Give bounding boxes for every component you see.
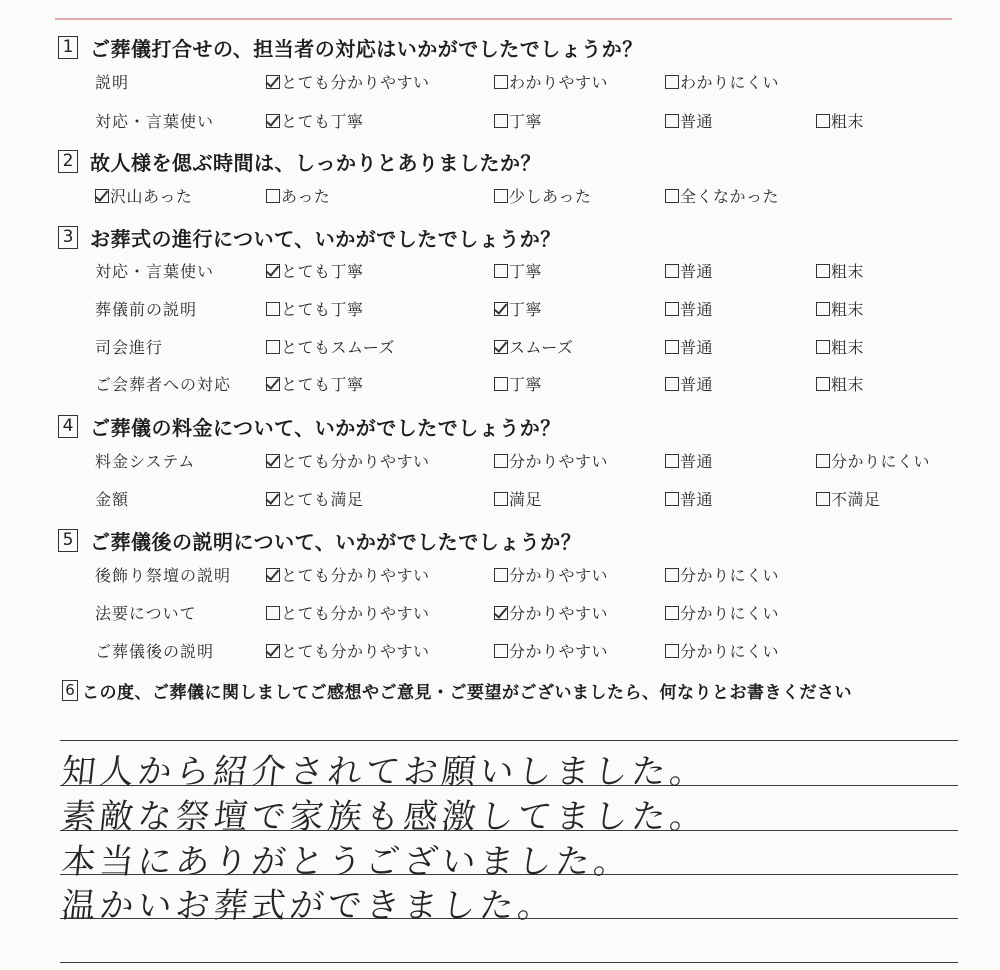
checkbox-checked[interactable] <box>95 189 109 203</box>
checkbox[interactable] <box>494 644 508 658</box>
checkbox[interactable] <box>816 302 830 316</box>
checkbox-checked[interactable] <box>494 302 508 316</box>
option[interactable]: 丁寧 <box>494 374 542 396</box>
checkbox[interactable] <box>816 114 830 128</box>
checkbox[interactable] <box>494 189 508 203</box>
option[interactable]: 分かりにくい <box>665 565 779 587</box>
option[interactable]: 粗末 <box>816 299 864 321</box>
q5-row-2 <box>0 603 1000 627</box>
checkbox[interactable] <box>494 492 508 506</box>
option[interactable]: スムーズ <box>494 337 573 359</box>
question-title: 故人様を偲ぶ時間は、しっかりとありましたか？ <box>90 151 541 175</box>
option[interactable]: 分かりやすい <box>494 451 608 473</box>
checkbox[interactable] <box>494 377 508 391</box>
checkbox-checked[interactable] <box>494 340 508 354</box>
checkbox-checked[interactable] <box>266 568 280 582</box>
option[interactable]: 粗末 <box>816 111 864 133</box>
question-1 <box>58 33 643 62</box>
option[interactable]: とてもスムーズ <box>266 337 395 359</box>
row-label: ご会葬者への対応 <box>95 375 232 394</box>
option[interactable]: 分かりにくい <box>816 451 930 473</box>
option[interactable]: あった <box>266 186 330 208</box>
handwritten-comment-line: 本当にありがとうございました。 <box>59 842 634 882</box>
q5-row-3 <box>0 641 1000 665</box>
row-label: 説明 <box>95 73 130 92</box>
q4-row-1 <box>0 451 1000 475</box>
checkbox[interactable] <box>665 606 679 620</box>
checkbox-checked[interactable] <box>266 492 280 506</box>
option[interactable]: とても分かりやすい <box>266 641 430 663</box>
option[interactable]: 丁寧 <box>494 299 542 321</box>
option[interactable]: 普通 <box>665 299 713 321</box>
option[interactable]: 分かりやすい <box>494 565 608 587</box>
top-border-line <box>55 18 952 20</box>
option[interactable]: 丁寧 <box>494 261 542 283</box>
option[interactable]: とても分かりやすい <box>266 451 430 473</box>
checkbox-checked[interactable] <box>266 454 280 468</box>
checkbox[interactable] <box>665 340 679 354</box>
question-3 <box>58 223 561 252</box>
question-5 <box>58 526 581 555</box>
option[interactable]: 粗末 <box>816 261 864 283</box>
option[interactable]: わかりにくい <box>665 72 779 94</box>
option[interactable]: 普通 <box>665 451 713 473</box>
q1-row-2 <box>0 111 1000 135</box>
option[interactable]: 不満足 <box>816 489 881 511</box>
q3-row-3 <box>0 337 1000 361</box>
option[interactable]: 分かりやすい <box>494 603 608 625</box>
option[interactable]: 分かりにくい <box>665 603 779 625</box>
row-label: 料金システム <box>95 452 196 471</box>
checkbox[interactable] <box>665 454 679 468</box>
option[interactable]: 丁寧 <box>494 111 542 133</box>
row-label: 司会進行 <box>95 338 164 357</box>
q3-row-2 <box>0 299 1000 323</box>
checkbox[interactable] <box>266 302 280 316</box>
row-label: ご葬儀後の説明 <box>95 642 215 661</box>
q3-row-4 <box>0 374 1000 398</box>
option[interactable]: 普通 <box>665 489 713 511</box>
checkbox[interactable] <box>665 644 679 658</box>
option[interactable]: 分かりにくい <box>665 641 779 663</box>
checkbox[interactable] <box>665 114 679 128</box>
option[interactable]: 満足 <box>494 489 542 511</box>
row-label: 葬儀前の説明 <box>95 300 198 319</box>
checkbox[interactable] <box>816 377 830 391</box>
option[interactable]: 分かりやすい <box>494 641 608 663</box>
q5-row-1 <box>0 565 1000 589</box>
checkbox[interactable] <box>665 264 679 278</box>
checkbox[interactable] <box>665 75 679 89</box>
option[interactable]: わかりやすい <box>494 72 608 94</box>
row-label: 金額 <box>95 490 130 509</box>
option[interactable]: 少しあった <box>494 186 591 208</box>
option[interactable]: 全くなかった <box>665 186 779 208</box>
option[interactable]: 沢山あった <box>95 186 192 208</box>
checkbox[interactable] <box>494 264 508 278</box>
option[interactable]: 粗末 <box>816 374 864 396</box>
question-6 <box>62 678 852 703</box>
option[interactable]: とても分かりやすい <box>266 72 430 94</box>
option[interactable]: 普通 <box>665 337 713 359</box>
checkbox[interactable] <box>266 340 280 354</box>
question-number: 2 <box>58 150 78 173</box>
q4-row-2 <box>0 489 1000 513</box>
question-4 <box>58 412 561 441</box>
checkbox[interactable] <box>494 114 508 128</box>
handwritten-comment-line: 知人から紹介されてお願いしました。 <box>59 752 710 792</box>
checkbox[interactable] <box>665 189 679 203</box>
checkbox[interactable] <box>816 492 830 506</box>
row-label: 法要について <box>95 604 197 623</box>
option[interactable]: とても分かりやすい <box>266 565 430 587</box>
ruled-line <box>60 740 958 741</box>
handwritten-comment-line: 温かいお葬式ができました。 <box>59 886 558 926</box>
option[interactable]: とても丁寧 <box>266 261 364 283</box>
checkbox[interactable] <box>816 264 830 278</box>
option[interactable]: 普通 <box>665 374 713 396</box>
option[interactable]: とても丁寧 <box>266 374 364 396</box>
checkbox[interactable] <box>494 568 508 582</box>
q1-row-1 <box>0 72 1000 96</box>
row-label: 対応・言葉使い <box>95 112 215 131</box>
row-label: 後飾り祭壇の説明 <box>95 566 232 585</box>
checkbox-checked[interactable] <box>266 75 280 89</box>
option[interactable]: 粗末 <box>816 337 864 359</box>
q3-row-1 <box>0 261 1000 285</box>
question-title: この度、ご葬儀に関しましてご感想やご意見・ご要望がございましたら、何なりとお書きください <box>82 683 852 703</box>
checkbox[interactable] <box>816 340 830 354</box>
checkbox[interactable] <box>494 454 508 468</box>
checkbox[interactable] <box>665 568 679 582</box>
option[interactable]: とても丁寧 <box>266 299 364 321</box>
checkbox[interactable] <box>816 454 830 468</box>
checkbox-checked[interactable] <box>266 114 280 128</box>
option[interactable]: とても丁寧 <box>266 111 364 133</box>
option[interactable]: とても分かりやすい <box>266 603 430 625</box>
ruled-line <box>60 962 958 963</box>
question-title: お葬式の進行について、いかがでしたでしょうか？ <box>90 227 561 251</box>
checkbox-checked[interactable] <box>494 606 508 620</box>
checkbox[interactable] <box>665 302 679 316</box>
checkbox-checked[interactable] <box>266 264 280 278</box>
checkbox[interactable] <box>494 75 508 89</box>
row-label: 対応・言葉使い <box>95 262 215 281</box>
option[interactable]: 普通 <box>665 111 713 133</box>
option[interactable]: とても満足 <box>266 489 364 511</box>
question-number: 1 <box>58 36 78 59</box>
question-2 <box>58 147 541 176</box>
checkbox-checked[interactable] <box>266 644 280 658</box>
checkbox[interactable] <box>665 377 679 391</box>
checkbox[interactable] <box>665 492 679 506</box>
option[interactable]: 普通 <box>665 261 713 283</box>
question-title: ご葬儀打合せの、担当者の対応はいかがでしたでしょうか？ <box>90 37 643 61</box>
q2-row-1 <box>0 186 1000 210</box>
checkbox-checked[interactable] <box>266 377 280 391</box>
question-number: 3 <box>58 226 78 249</box>
handwritten-comment-line: 素敵な祭壇で家族も感激してました。 <box>59 797 710 837</box>
checkbox[interactable] <box>266 189 280 203</box>
question-number: 5 <box>58 529 78 552</box>
question-title: ご葬儀の料金について、いかがでしたでしょうか？ <box>90 416 561 440</box>
question-title: ご葬儀後の説明について、いかがでしたでしょうか？ <box>90 530 582 554</box>
checkbox[interactable] <box>266 606 280 620</box>
question-number: 6 <box>62 680 78 701</box>
question-number: 4 <box>58 415 78 438</box>
